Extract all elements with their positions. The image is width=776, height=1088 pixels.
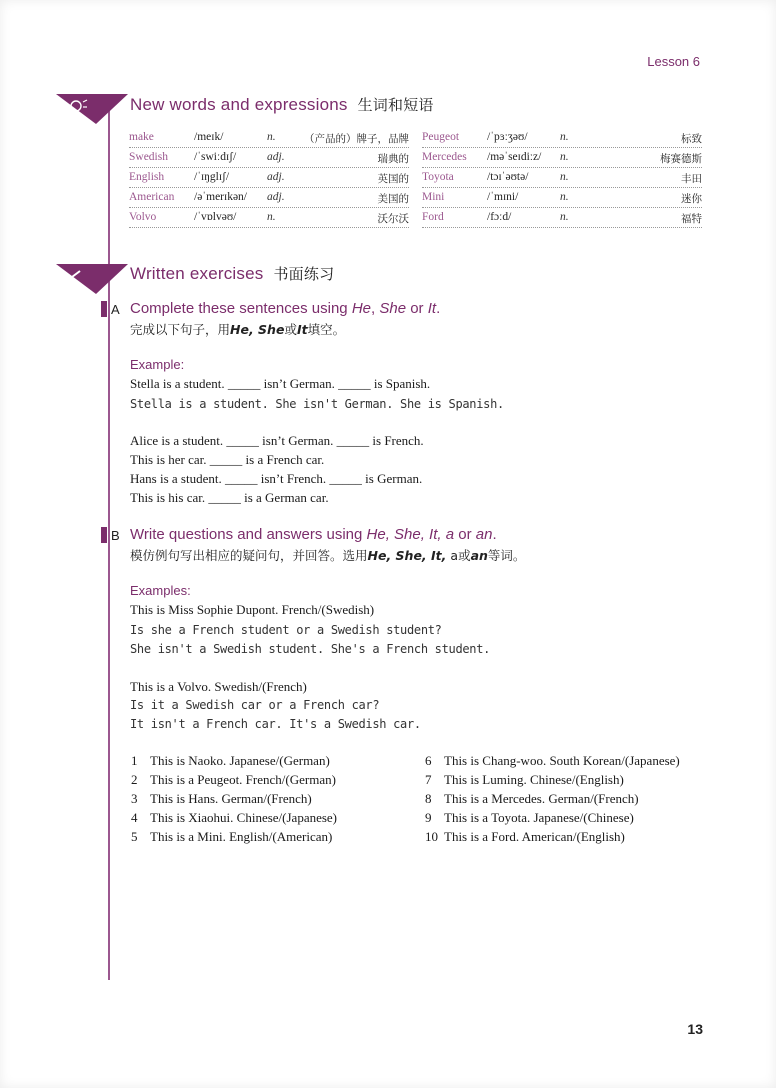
- item-text: This is a Toyota. Japanese/(Chinese): [444, 810, 634, 825]
- exercise-a-marker: [101, 301, 107, 317]
- page-number: 13: [687, 1021, 703, 1037]
- vocab-word: English: [129, 171, 165, 183]
- vocab-meaning: 迷你: [681, 193, 702, 205]
- exercise-b-marker: [101, 527, 107, 543]
- exercise-a-line: Alice is a student. _____ isn’t German. _____ is French.: [130, 433, 424, 448]
- new-words-title: New words and expressions 生词和短语: [130, 95, 434, 114]
- vocab-word: American: [129, 191, 175, 203]
- vocab-ipa: /fɔːd/: [487, 211, 512, 223]
- example-1-prompt: This is Miss Sophie Dupont. French/(Swedish): [130, 602, 375, 617]
- vocab-ipa: /ˈswiːdɪʃ/: [194, 151, 237, 163]
- exercise-b-item: [425, 753, 680, 769]
- vocab-word: Mini: [422, 191, 445, 203]
- vocab-word: Toyota: [422, 171, 454, 183]
- lightbulb-icon: [56, 94, 128, 124]
- vocab-row: [422, 208, 702, 228]
- vocab-pos: n.: [560, 151, 569, 163]
- vocab-ipa: /meɪk/: [194, 131, 224, 143]
- item-text: This is Hans. German/(French): [150, 791, 312, 806]
- item-text: This is Chang-woo. South Korean/(Japanese): [444, 753, 680, 768]
- exercise-b-heading: Write questions and answers using He, She, It, a or an.: [130, 526, 497, 543]
- item-number: 7: [425, 772, 432, 787]
- vocab-pos: n.: [267, 131, 276, 143]
- item-text: This is a Mercedes. German/(French): [444, 791, 639, 806]
- exercise-b-item: [131, 791, 312, 807]
- vocab-column-left: [129, 128, 409, 228]
- item-number: 5: [131, 829, 138, 844]
- vocab-meaning: 梅赛德斯: [660, 153, 702, 165]
- vocab-meaning: 丰田: [681, 173, 702, 185]
- vocab-ipa: /tɔɪˈəʊtə/: [487, 171, 529, 183]
- vocab-row: [129, 148, 409, 168]
- margin-rule: [108, 96, 110, 980]
- vocab-ipa: /ˈvɒlvəʊ/: [194, 211, 237, 223]
- vocab-ipa: /ˈpɜːʒəʊ/: [487, 131, 528, 143]
- exercise-b-instruction-zh: 模仿例句写出相应的疑问句，并回答。选用He, She, It, a或an等词。: [130, 548, 526, 563]
- item-text: This is Luming. Chinese/(English): [444, 772, 624, 787]
- vocab-meaning: 福特: [681, 213, 702, 225]
- item-text: This is a Ford. American/(English): [444, 829, 625, 844]
- exercise-b-item: [131, 810, 337, 826]
- example-answer: Stella is a student. She isn't German. She is Spanish.: [130, 397, 504, 411]
- item-number: 8: [425, 791, 432, 806]
- vocab-pos: n.: [267, 211, 276, 223]
- vocab-meaning: 标致: [681, 133, 702, 145]
- exercise-a-letter: A: [111, 302, 120, 317]
- vocab-column-right: [422, 128, 702, 228]
- vocab-row: [129, 208, 409, 228]
- vocab-word: Volvo: [129, 211, 157, 223]
- item-text: This is a Mini. English/(American): [150, 829, 333, 844]
- item-number: 10: [425, 829, 438, 844]
- vocab-meaning: 英国的: [377, 173, 409, 185]
- exercise-b-letter: B: [111, 528, 120, 543]
- item-number: 4: [131, 810, 138, 825]
- item-number: 2: [131, 772, 138, 787]
- vocab-row: [129, 188, 409, 208]
- exercise-a-instruction-zh: 完成以下句子，用He, She或It填空。: [130, 322, 346, 337]
- vocab-pos: n.: [560, 131, 569, 143]
- vocab-pos: adj.: [267, 171, 285, 183]
- exercise-a-heading: Complete these sentences using He, She or It.: [130, 300, 441, 317]
- pencil-icon: [56, 264, 128, 294]
- exercise-b-item: [131, 829, 332, 845]
- example-1-question: Is she a French student or a Swedish student?: [130, 623, 442, 637]
- vocab-ipa: /ˈmɪni/: [487, 191, 519, 203]
- vocab-row: [422, 188, 702, 208]
- example-2-question: Is it a Swedish car or a French car?: [130, 698, 380, 712]
- item-text: This is Xiaohui. Chinese/(Japanese): [150, 810, 338, 825]
- lesson-label: Lesson 6: [647, 54, 700, 69]
- example-1-answer: She isn't a Swedish student. She's a French student.: [130, 642, 491, 656]
- example-2-prompt: This is a Volvo. Swedish/(French): [130, 679, 307, 694]
- exercise-a-line: This is her car. _____ is a French car.: [130, 452, 325, 467]
- item-text: This is Naoko. Japanese/(German): [150, 753, 330, 768]
- vocab-ipa: /məˈseɪdiːz/: [487, 151, 542, 163]
- item-number: 1: [131, 753, 138, 768]
- vocab-meaning: （产品的）牌子，品牌: [304, 133, 409, 145]
- exercise-b-item: [425, 829, 625, 845]
- vocab-word: Ford: [422, 211, 444, 223]
- vocab-pos: n.: [560, 171, 569, 183]
- exercise-a-line: Hans is a student. _____ isn’t French. _____ is German.: [130, 471, 423, 486]
- vocab-meaning: 沃尔沃: [377, 213, 409, 225]
- vocab-row: [129, 128, 409, 148]
- vocab-word: Mercedes: [422, 151, 467, 163]
- item-number: 3: [131, 791, 138, 806]
- vocab-row: [129, 168, 409, 188]
- vocab-meaning: 美国的: [377, 193, 409, 205]
- vocab-ipa: /əˈmerɪkən/: [194, 191, 248, 203]
- vocab-row: [422, 128, 702, 148]
- exercise-b-item: [425, 810, 634, 826]
- vocab-pos: adj.: [267, 151, 285, 163]
- vocab-pos: n.: [560, 211, 569, 223]
- vocab-pos: adj.: [267, 191, 285, 203]
- exercise-b-item: [131, 753, 330, 769]
- vocab-ipa: /ˈɪŋglɪʃ/: [194, 171, 230, 183]
- vocab-word: Swedish: [129, 151, 168, 163]
- item-text: This is a Peugeot. French/(German): [150, 772, 336, 787]
- item-number: 6: [425, 753, 432, 768]
- exercise-a-line: This is his car. _____ is a German car.: [130, 490, 329, 505]
- vocab-row: [422, 148, 702, 168]
- exercise-b-item: [131, 772, 336, 788]
- example-label: Example:: [130, 357, 185, 372]
- example-2-answer: It isn't a French car. It's a Swedish car.: [130, 717, 421, 731]
- item-number: 9: [425, 810, 432, 825]
- vocab-word: make: [129, 131, 154, 143]
- exercise-b-item: [425, 791, 639, 807]
- vocab-row: [422, 168, 702, 188]
- vocab-meaning: 瑞典的: [377, 153, 409, 165]
- vocab-pos: n.: [560, 191, 569, 203]
- examples-label: Examples:: [130, 583, 191, 598]
- written-exercises-title: Written exercises 书面练习: [130, 264, 335, 283]
- vocab-word: Peugeot: [422, 131, 460, 143]
- exercise-b-item: [425, 772, 624, 788]
- example-question: Stella is a student. _____ isn’t German. _____ is Spanish.: [130, 376, 431, 391]
